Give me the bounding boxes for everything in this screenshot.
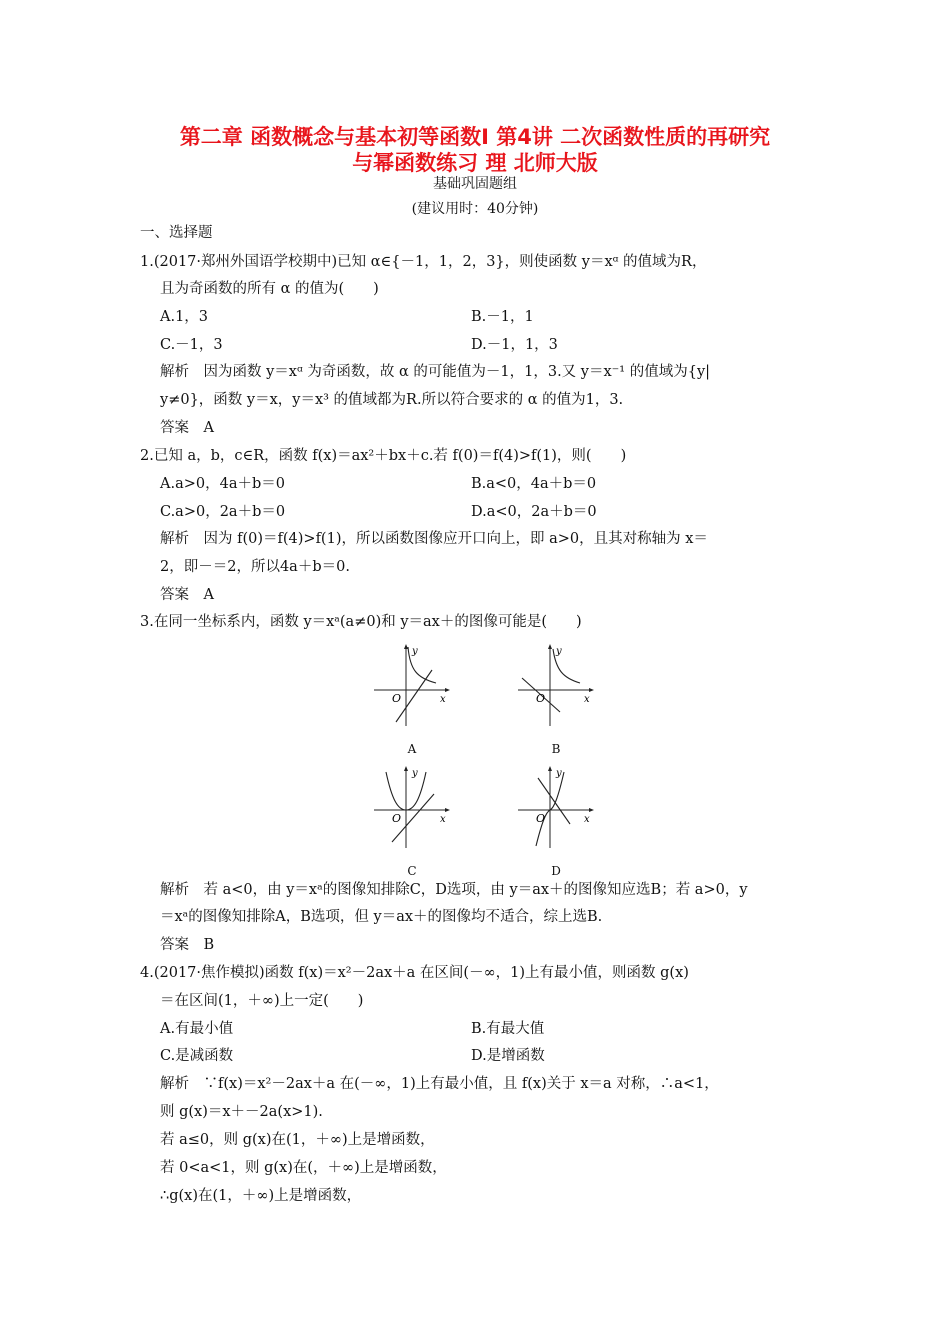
q4-solution-line4: 若 0<a<1，则 g(x)在(，＋∞)上是增函数，: [160, 1160, 447, 1176]
section-heading: 一、选择题: [140, 225, 213, 241]
q2-solution-line2: 2，即－＝2，所以4a＋b＝0.: [160, 559, 350, 575]
graph-b: [516, 642, 596, 756]
graph-a-plot: [372, 642, 452, 752]
q2-option-a: A.a>0，4a＋b＝0: [160, 476, 285, 492]
q1-solution-line1: 解析 因为函数 y＝xᵅ 为奇函数，故 α 的可能值为－1，1，3.又 y＝x⁻¹ 的值域为{y|: [160, 364, 711, 380]
graph-c: [372, 764, 452, 878]
q2-answer: 答案 A: [160, 587, 214, 603]
q1-stem-line1: 1.(2017·郑州外国语学校期中)已知 α∈{－1，1，2，3}，则使函数 y＝xᵅ 的值域为R，: [140, 254, 707, 270]
q2-option-b: B.a<0，4a＋b＝0: [471, 476, 597, 492]
q1-answer: 答案 A: [160, 420, 214, 436]
graph-c-plot: [372, 764, 452, 874]
graph-c-x-label: x: [440, 814, 446, 825]
q4-stem-line1: 4.(2017·焦作模拟)函数 f(x)＝x²－2ax＋a 在区间(－∞，1)上有最小值，则函数 g(x): [140, 965, 689, 981]
graph-d-plot: [516, 764, 596, 874]
group-heading: 基础巩固题组: [433, 176, 517, 192]
q4-option-b: B.有最大值: [471, 1021, 545, 1037]
q3-answer: 答案 B: [160, 937, 215, 953]
q1-option-a: A.1，3: [160, 309, 209, 325]
graph-b-origin-label: O: [536, 692, 546, 705]
graph-b-x-label: x: [584, 694, 590, 705]
q4-solution-line5: ∴g(x)在(1，＋∞)上是增函数，: [160, 1188, 362, 1204]
q4-option-c: C.是减函数: [160, 1048, 234, 1064]
time-note: (建议用时：40分钟): [411, 201, 539, 217]
graph-d-y-label: y: [556, 768, 562, 779]
graph-c-caption: C: [407, 864, 417, 878]
q3-stem: 3.在同一坐标系内，函数 y＝xᵃ(a≠0)和 y＝ax＋的图像可能是( ): [140, 614, 582, 630]
q3-solution-line2: ＝xᵃ的图像知排除A，B选项，但 y＝ax＋的图像均不适合，综上选B.: [160, 909, 603, 925]
graph-a: [372, 642, 452, 756]
q2-stem: 2.已知 a，b，c∈R，函数 f(x)＝ax²＋bx＋c.若 f(0)＝f(4)>f(1)，则( ): [140, 448, 627, 464]
q4-solution-line3: 若 a≤0，则 g(x)在(1，＋∞)上是增函数，: [160, 1132, 435, 1148]
q1-solution-line2: y≠0}，函数 y＝x，y＝x³ 的值域都为R.所以符合要求的 α 的值为1，3.: [160, 392, 624, 408]
q3-solution-line1: 解析 若 a<0，由 y＝xᵃ的图像知排除C，D选项，由 y＝ax＋的图像知应选B；若 a>0，y: [160, 882, 748, 898]
graph-a-origin-label: O: [392, 692, 402, 705]
q1-stem-line2: 且为奇函数的所有 α 的值为( ): [160, 281, 379, 297]
graph-a-x-label: x: [440, 694, 446, 705]
q4-option-a: A.有最小值: [160, 1021, 234, 1037]
graph-d-x-label: x: [584, 814, 590, 825]
q1-option-c: C.－1，3: [160, 337, 223, 353]
title-line-2: 与幂函数练习 理 北师大版: [352, 151, 598, 175]
graph-b-y-label: y: [556, 646, 562, 657]
q4-stem-line2: ＝在区间(1，＋∞)上一定( ): [160, 993, 364, 1009]
q4-solution-line2: 则 g(x)＝x＋－2a(x>1).: [160, 1104, 323, 1120]
graph-c-origin-label: O: [392, 812, 402, 825]
q1-option-b: B.－1，1: [471, 309, 534, 325]
q2-option-c: C.a>0，2a＋b＝0: [160, 504, 286, 520]
graph-d: [516, 764, 596, 878]
graph-c-y-label: y: [412, 768, 418, 779]
q1-option-d: D.－1，1，3: [471, 337, 558, 353]
q4-solution-line1: 解析 ∵f(x)＝x²－2ax＋a 在(－∞，1)上有最小值，且 f(x)关于 x＝a 对称，∴a<1，: [160, 1076, 719, 1092]
graph-a-caption: A: [407, 742, 417, 756]
graph-b-plot: [516, 642, 596, 752]
graph-a-y-label: y: [412, 646, 418, 657]
q4-option-d: D.是增函数: [471, 1048, 545, 1064]
q2-option-d: D.a<0，2a＋b＝0: [471, 504, 597, 520]
graph-d-caption: D: [551, 864, 561, 878]
title-line-1: 第二章 函数概念与基本初等函数Ⅰ 第4讲 二次函数性质的再研究: [179, 125, 771, 149]
q2-solution-line1: 解析 因为 f(0)＝f(4)>f(1)，所以函数图像应开口向上，即 a>0，且其对称轴为 x＝: [160, 531, 708, 547]
graph-b-caption: B: [551, 742, 561, 756]
graph-d-origin-label: O: [536, 812, 546, 825]
